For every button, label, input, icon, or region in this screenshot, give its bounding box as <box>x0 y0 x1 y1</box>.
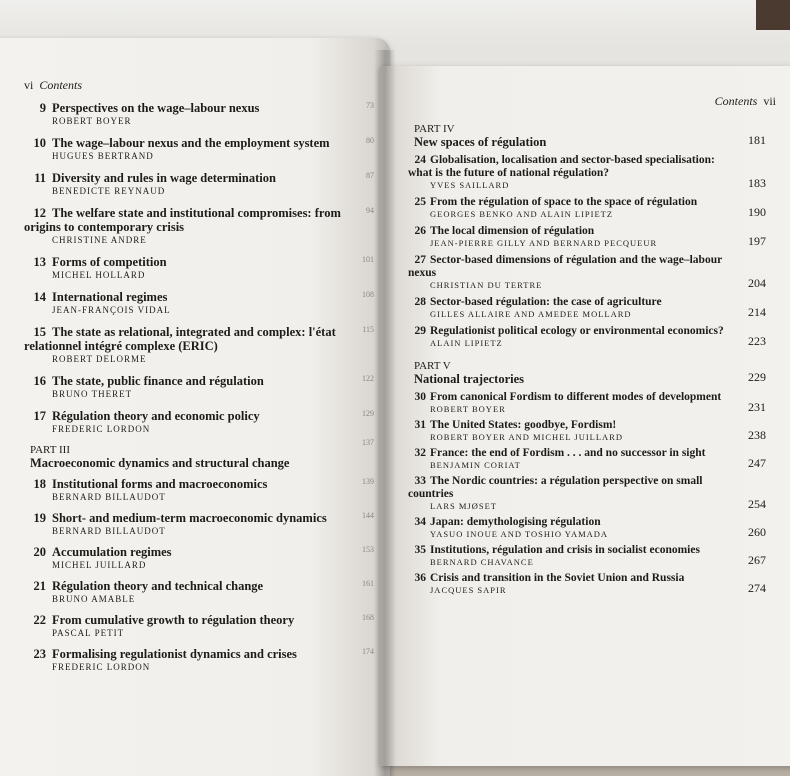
entry-title <box>408 196 730 209</box>
entry-number: 26 <box>414 225 426 237</box>
entry-title <box>24 477 374 491</box>
entry-title <box>408 544 730 557</box>
entry-title-text: Régulation theory and economic policy <box>52 409 260 423</box>
entry-page: 260 <box>748 525 766 539</box>
entry-number: 34 <box>414 516 426 528</box>
left-contents <box>24 78 374 681</box>
entry-title-text: Institutions, régulation and crisis in socialist economies <box>430 544 700 556</box>
entry-author: ROBERT BOYER <box>430 404 506 414</box>
entry-title <box>408 254 730 280</box>
entry-title-text: From cumulative growth to régulation theory <box>52 613 295 627</box>
entry-author: BERNARD BILLAUDOT <box>52 492 166 502</box>
entry-title-text: Formalising regulationist dynamics and crises <box>52 647 297 661</box>
toc-entry <box>408 475 778 512</box>
entry-author: BERNARD CHAVANCE <box>430 557 534 567</box>
toc-entry <box>408 391 778 415</box>
entry-title <box>24 613 374 627</box>
entry-page: 214 <box>748 305 766 319</box>
entry-author: FREDERIC LORDON <box>52 424 151 434</box>
entry-title <box>408 516 730 529</box>
entry-page: 161 <box>362 579 374 588</box>
entry-title-text: Forms of competition <box>52 255 167 269</box>
toc-entry <box>24 511 374 537</box>
entry-author: MICHEL HOLLARD <box>52 270 146 280</box>
entry-title-text: The local dimension of régulation <box>430 225 595 237</box>
entry-page: 223 <box>748 334 766 348</box>
toc-entry <box>24 206 374 246</box>
entry-page: 101 <box>362 255 374 264</box>
part-page: 137 <box>362 438 374 447</box>
entry-title <box>24 101 374 115</box>
entry-page: 267 <box>748 553 766 567</box>
entry-number: 30 <box>414 391 426 403</box>
entry-number: 13 <box>33 255 46 269</box>
entry-number: 24 <box>414 154 426 166</box>
entry-page: 122 <box>362 374 374 383</box>
toc-entry <box>408 544 778 568</box>
entry-title-text: Diversity and rules in wage determination <box>52 171 276 185</box>
entry-page: 274 <box>748 581 766 595</box>
toc-entry <box>24 325 374 365</box>
dark-corner <box>756 0 790 30</box>
entry-title <box>408 154 730 180</box>
toc-entry <box>24 409 374 435</box>
entry-page: 153 <box>362 545 374 554</box>
entry-title-text: From canonical Fordism to different modes of development <box>430 391 722 403</box>
entry-page: 231 <box>748 400 766 414</box>
entry-title-text: Regulationist political ecology or environmental economics? <box>430 325 724 337</box>
entry-number: 22 <box>33 613 46 627</box>
entry-number: 18 <box>33 477 46 491</box>
entry-title-text: The wage–labour nexus and the employment system <box>52 136 330 150</box>
entry-author: BERNARD BILLAUDOT <box>52 526 166 536</box>
entry-author: MICHEL JUILLARD <box>52 560 147 570</box>
entry-page: 174 <box>362 647 374 656</box>
entry-page: 204 <box>748 276 766 290</box>
toc-entry <box>408 516 778 540</box>
part-label: PART IV <box>414 123 455 135</box>
entry-number: 29 <box>414 325 426 337</box>
entry-title <box>408 325 730 338</box>
entry-number: 32 <box>414 447 426 459</box>
entry-author: JEAN-PIERRE GILLY AND BERNARD PECQUEUR <box>430 238 658 248</box>
entry-number: 27 <box>414 254 426 266</box>
entry-title <box>24 579 374 593</box>
right-entry-list <box>408 123 778 596</box>
entry-title <box>408 572 730 585</box>
entry-page: 183 <box>748 176 766 190</box>
left-header <box>24 78 374 93</box>
toc-entry <box>24 290 374 316</box>
toc-entry <box>24 477 374 503</box>
part-page: 229 <box>748 370 766 384</box>
entry-page: 238 <box>748 428 766 442</box>
entry-title-text: Régulation theory and technical change <box>52 579 264 593</box>
entry-title <box>24 409 374 423</box>
part-title: National trajectories <box>414 372 525 386</box>
entry-title <box>408 447 730 460</box>
toc-entry <box>24 101 374 127</box>
entry-author: HUGUES BERTRAND <box>52 151 154 161</box>
entry-title-text: The Nordic countries: a régulation perspective on small countries <box>408 475 703 500</box>
part-title: New spaces of régulation <box>414 135 547 149</box>
entry-author: ROBERT DELORME <box>52 354 147 364</box>
entry-page: 94 <box>366 206 374 215</box>
left-page-number: vi <box>24 78 34 92</box>
entry-number: 9 <box>39 101 46 115</box>
toc-entry <box>408 572 778 596</box>
entry-page: 197 <box>748 234 766 248</box>
entry-author: YASUO INOUE AND TOSHIO YAMADA <box>430 529 609 539</box>
entry-page: 247 <box>748 456 766 470</box>
entry-author: LARS MJØSET <box>430 501 497 511</box>
entry-page: 108 <box>362 290 374 299</box>
entry-number: 19 <box>33 511 46 525</box>
entry-author: JEAN-FRANÇOIS VIDAL <box>52 305 171 315</box>
entry-title <box>24 136 374 150</box>
entry-title-text: The state, public finance and régulation <box>52 374 264 388</box>
entry-author: GEORGES BENKO AND ALAIN LIPIETZ <box>430 209 614 219</box>
entry-title <box>24 325 374 353</box>
entry-number: 10 <box>33 136 46 150</box>
toc-entry <box>24 136 374 162</box>
part-heading <box>24 438 374 471</box>
entry-number: 15 <box>33 325 46 339</box>
entry-author: FREDERIC LORDON <box>52 662 151 672</box>
entry-page: 80 <box>366 136 374 145</box>
part-label: PART III <box>30 444 70 456</box>
entry-page: 168 <box>362 613 374 622</box>
entry-number: 28 <box>414 296 426 308</box>
toc-entry <box>408 325 778 349</box>
entry-author: CHRISTIAN DU TERTRE <box>430 280 543 290</box>
entry-number: 17 <box>33 409 46 423</box>
entry-title-text: The welfare state and institutional compromises: from origins to contemporary crisis <box>24 206 341 234</box>
right-header-label: Contents <box>714 94 758 108</box>
entry-title-text: Short- and medium-term macroeconomic dynamics <box>52 511 327 525</box>
entry-title <box>24 545 374 559</box>
toc-entry <box>24 647 374 673</box>
entry-page: 115 <box>362 325 374 334</box>
entry-number: 11 <box>34 171 46 185</box>
entry-author: ROBERT BOYER <box>52 116 132 126</box>
entry-title <box>408 391 730 404</box>
entry-author: ROBERT BOYER AND MICHEL JUILLARD <box>430 432 623 442</box>
entry-author: CHRISTINE ANDRE <box>52 235 147 245</box>
part-label: PART V <box>414 360 451 372</box>
entry-title-text: Japan: demythologising régulation <box>430 516 601 528</box>
entry-title-text: The United States: goodbye, Fordism! <box>430 419 617 431</box>
entry-number: 21 <box>33 579 46 593</box>
toc-entry <box>408 154 778 191</box>
entry-page: 73 <box>366 101 374 110</box>
entry-number: 16 <box>33 374 46 388</box>
entry-title-text: Sector-based dimensions of régulation and the wage–labour nexus <box>408 254 722 279</box>
entry-author: BENEDICTE REYNAUD <box>52 186 166 196</box>
toc-entry <box>408 225 778 249</box>
toc-entry <box>24 374 374 400</box>
entry-title <box>408 296 730 309</box>
left-header-label: Contents <box>39 78 83 92</box>
entry-title-text: Globalisation, localisation and sector-based specialisation: what is the future of national régulation? <box>408 154 715 179</box>
entry-title-text: International regimes <box>52 290 168 304</box>
entry-title <box>24 290 374 304</box>
book-spine <box>374 50 396 776</box>
toc-entry <box>408 254 778 291</box>
entry-title <box>24 255 374 269</box>
entry-title <box>408 225 730 238</box>
right-contents <box>408 94 778 600</box>
toc-entry <box>24 613 374 639</box>
part-title: Macroeconomic dynamics and structural change <box>30 456 290 470</box>
entry-page: 254 <box>748 497 766 511</box>
entry-page: 87 <box>366 171 374 180</box>
entry-number: 23 <box>33 647 46 661</box>
toc-entry <box>24 579 374 605</box>
part-v-heading <box>408 360 778 387</box>
entry-author: PASCAL PETIT <box>52 628 125 638</box>
entry-page: 144 <box>362 511 374 520</box>
entry-number: 14 <box>33 290 46 304</box>
right-page-number: vii <box>763 94 776 108</box>
toc-entry <box>24 255 374 281</box>
entry-page: 129 <box>362 409 374 418</box>
entry-number: 12 <box>33 206 46 220</box>
toc-entry <box>24 171 374 197</box>
entry-title <box>24 206 374 234</box>
entry-author: YVES SAILLARD <box>430 180 510 190</box>
entry-number: 25 <box>414 196 426 208</box>
entry-title <box>24 171 374 185</box>
part-iv-heading <box>408 123 778 150</box>
entry-author: ALAIN LIPIETZ <box>430 338 503 348</box>
entry-title-text: Sector-based régulation: the case of agriculture <box>430 296 662 308</box>
entry-author: GILLES ALLAIRE AND AMEDEE MOLLARD <box>430 309 632 319</box>
entry-number: 35 <box>414 544 426 556</box>
entry-number: 36 <box>414 572 426 584</box>
entry-title-text: The state as relational, integrated and complex: l'état relationnel intégré complexe (ERIC) <box>24 325 336 353</box>
entry-title <box>24 511 374 525</box>
part-page: 181 <box>748 133 766 147</box>
entry-title-text: Institutional forms and macroeconomics <box>52 477 268 491</box>
entry-title-text: Accumulation regimes <box>52 545 172 559</box>
entry-title <box>24 647 374 661</box>
entry-title-text: France: the end of Fordism . . . and no successor in sight <box>430 447 706 459</box>
right-header <box>408 94 778 109</box>
entry-title-text: Perspectives on the wage–labour nexus <box>52 101 260 115</box>
toc-entry <box>24 545 374 571</box>
entry-title <box>408 419 730 432</box>
left-entry-list <box>24 101 374 673</box>
entry-author: JACQUES SAPIR <box>430 585 507 595</box>
entry-author: BRUNO AMABLE <box>52 594 136 604</box>
entry-author: BENJAMIN CORIAT <box>430 460 521 470</box>
entry-title-text: Crisis and transition in the Soviet Union and Russia <box>430 572 685 584</box>
entry-number: 31 <box>414 419 426 431</box>
entry-title-text: From the régulation of space to the space of régulation <box>430 196 698 208</box>
toc-entry <box>408 196 778 220</box>
entry-title <box>24 374 374 388</box>
entry-page: 190 <box>748 205 766 219</box>
toc-entry <box>408 419 778 443</box>
entry-title <box>408 475 730 501</box>
entry-page: 139 <box>362 477 374 486</box>
entry-number: 20 <box>33 545 46 559</box>
entry-number: 33 <box>414 475 426 487</box>
entry-author: BRUNO THERET <box>52 389 133 399</box>
toc-entry <box>408 447 778 471</box>
toc-entry <box>408 296 778 320</box>
